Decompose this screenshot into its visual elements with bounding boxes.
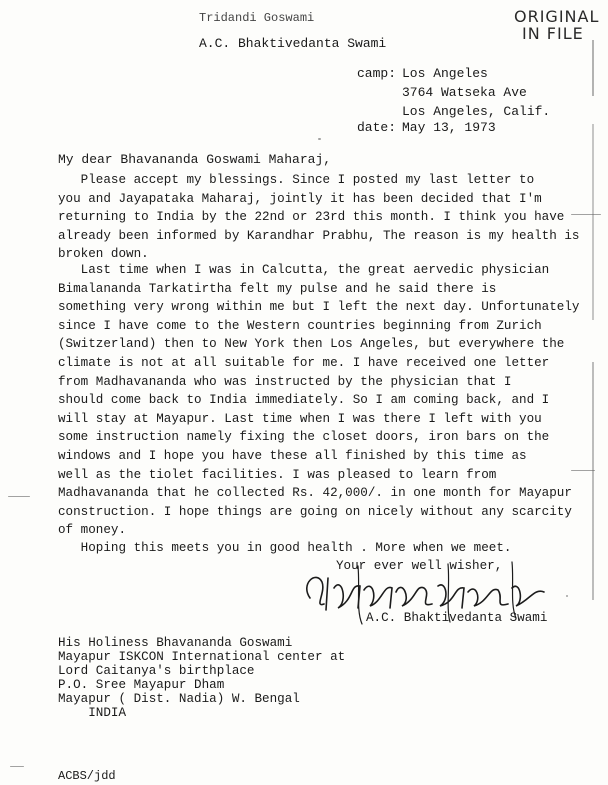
camp-label: camp:	[357, 66, 397, 81]
camp-value: Los Angeles	[402, 66, 488, 81]
paragraph-2-line: windows and I hope you have these all finished by this time as	[58, 448, 527, 463]
paragraph-2-line: some instruction namely fixing the closet doors, iron bars on the	[58, 430, 550, 445]
paragraph-2-line: should come back to India immediately. So I am coming back, and I	[58, 393, 550, 408]
recipient-address	[58, 636, 345, 720]
camp-address-line-1: 3764 Watseka Ave	[402, 85, 527, 100]
paragraph-2-line: Bimalananda Tarkatirtha felt my pulse and he said there is	[58, 281, 497, 296]
recipient-line: Mayapur ( Dist. Nadia) W. Bengal	[58, 692, 300, 706]
paragraph-1-line: you and Jayapataka Maharaj, jointly it has been decided that I'm	[58, 191, 542, 206]
date-value: May 13, 1973	[402, 120, 496, 135]
paragraph-2-line: something very wrong within me but I left the next day. Unfortunately	[58, 300, 580, 315]
stamp-line-1: ORIGINAL	[514, 7, 600, 26]
paragraph-2	[58, 261, 578, 540]
paragraph-1-line: returning to India by the 22nd or 23rd this month. I think you have	[58, 210, 565, 225]
paragraph-1	[58, 171, 578, 264]
paragraph-2-line: climate is not at all suitable for me. I have received one letter	[58, 355, 550, 370]
closing-line: Hoping this meets you in good health . More when we meet.	[58, 541, 512, 555]
scan-speck	[10, 766, 24, 767]
recipient-line: His Holiness Bhavananda Goswami	[58, 636, 293, 650]
paragraph-2-line: Last time when I was in Calcutta, the great aervedic physician	[58, 263, 550, 277]
scan-speck	[8, 496, 30, 497]
reference-initials: ACBS/jdd	[58, 769, 116, 783]
paragraph-2-line: from Madhavananda who was instructed by the physician that I	[58, 374, 512, 389]
paragraph-2-line: construction. I hope things are going on nicely without any scarcity	[58, 504, 572, 519]
sender-name: A.C. Bhaktivedanta Swami	[199, 36, 387, 51]
paragraph-2-line: since I have come to the Western countries beginning from Zurich	[58, 318, 542, 333]
sender-title: Tridandi Goswami	[199, 11, 315, 25]
scan-speck	[318, 138, 321, 140]
paragraph-2-line: of money.	[58, 523, 127, 538]
scan-speck	[571, 470, 595, 471]
paragraph-2-line: (Switzerland) then to New York then Los Angeles, but everywhere the	[58, 337, 565, 352]
paragraph-2-line: well as the tiolet facilities. I was pleased to learn from	[58, 467, 497, 482]
camp-address-line-2: Los Angeles, Calif.	[402, 104, 551, 119]
paragraph-1-line: Please accept my blessings. Since I posted my last letter to	[58, 173, 535, 187]
valediction: Your ever well wisher,	[336, 559, 503, 573]
stamp-line-2: IN FILE	[522, 24, 584, 43]
paragraph-1-line: already been informed by Karandhar Prabhu, The reason is my health is	[58, 228, 580, 243]
recipient-line: P.O. Sree Mayapur Dham	[58, 678, 225, 692]
paragraph-1-line: broken down.	[58, 247, 149, 262]
recipient-line: Mayapur ISKCON International center at	[58, 650, 346, 664]
scan-speck	[566, 595, 568, 597]
salutation: My dear Bhavananda Goswami Maharaj,	[58, 152, 332, 167]
paragraph-2-line: will stay at Mayapur. Last time when I was there I left with you	[58, 411, 542, 426]
recipient-line: Lord Caitanya's birthplace	[58, 664, 255, 678]
original-in-file-stamp	[514, 7, 600, 43]
page-edge-shadow	[592, 40, 594, 740]
recipient-line: INDIA	[58, 706, 127, 720]
paragraph-2-line: Madhavananda that he collected Rs. 42,000/. in one month for Mayapur	[58, 486, 572, 501]
date-label: date:	[357, 120, 397, 135]
signature-name: A.C. Bhaktivedanta Swami	[366, 611, 548, 625]
scan-speck	[571, 214, 601, 215]
